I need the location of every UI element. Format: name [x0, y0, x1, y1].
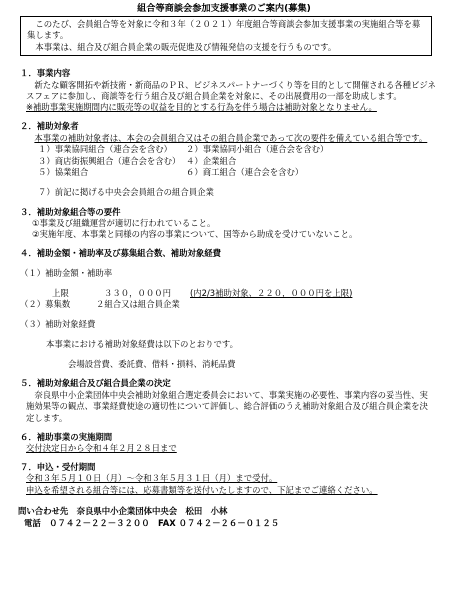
eligible-item: ５）協業組合	[38, 166, 89, 177]
recruit-value: ２組合又は組合員企業	[96, 299, 180, 310]
subsection-4-3: （３）補助対象経費	[20, 319, 96, 330]
section-3-heading: ３．補助対象組合等の要件	[20, 206, 121, 217]
requirement-2: ②実施年度、本事業と同様の内容の事業について、国等から助成を受けていないこと。	[32, 229, 358, 240]
section-5-text: 奈良県中小企業団体中央会補助対象組合選定委員会において、事業実施の必要性、事業内容の妥当性、実施効果等の観点、事業経費使途の適切性について評価し、総合評価のうえ補助対象組合及び組合員企業を決定します。	[26, 389, 428, 423]
section-5	[12, 378, 436, 424]
section-6-text: 交付決定日から令和４年２月２８日まで	[26, 443, 177, 453]
intro-box	[20, 16, 432, 56]
section-7-period: 令和３年５月１０日（月）～令和３年５月３１日（月）まで受付。	[26, 473, 278, 484]
eligible-item: ３）商店街振興組合（連合会を含む）	[38, 155, 181, 166]
section-6	[12, 432, 436, 455]
eligible-list	[12, 144, 436, 178]
phone-fax-line: 電話 ０７４２－２２－３２００ FAX ０７４２－２６－０１２５	[24, 517, 280, 528]
section-2	[12, 121, 436, 198]
amount-value: ３３０，０００円	[104, 287, 171, 298]
amount-label: 上限	[52, 287, 69, 298]
section-3	[12, 207, 436, 241]
eligible-item: ４）企業組合	[186, 155, 237, 166]
contact-block	[12, 506, 436, 529]
section-4	[12, 248, 436, 370]
section-2-text: 本事業の補助対象者は、本会の会員組合又はその組合員企業であって次の要件を備えている組合等です。	[34, 132, 428, 143]
section-7	[12, 462, 436, 496]
requirement-1: ①事業及び組織運営が適切に行われていること。	[32, 217, 216, 228]
eligible-item: １）事業協同組合（連合会を含む）	[38, 144, 172, 155]
section-1	[12, 68, 436, 114]
contact-line: 問い合わせ先 奈良県中小企業団体中央会 松田 小林	[18, 506, 228, 517]
section-7-text: 申込を希望される組合等には、応募書類等を送付いたしますので、下記までご連絡ください。	[26, 484, 378, 495]
expense-items: 会場設営費、委託費、借料・損料、消耗品費	[68, 358, 236, 369]
section-7-heading: ７．申込・受付期間	[20, 461, 96, 472]
section-4-heading: ４．補助金額・補助率及び募集組合数、補助対象経費	[20, 248, 221, 259]
recruit-label: （２）募集数	[20, 299, 71, 310]
eligible-item: ２）事業協同小組合（連合会を含む）	[186, 144, 329, 155]
section-6-heading: ６．補助事業の実施期間	[20, 431, 113, 442]
eligible-item: ７）前記に掲げる中央会会員組合の組合員企業	[38, 186, 214, 197]
expense-intro: 本事業における補助対象経費は以下のとおりです。	[46, 338, 238, 349]
subsection-4-1: （１）補助金額・補助率	[20, 268, 113, 279]
intro-paragraph-2: 本事業は、組合及び組合員企業の販売促進及び情報発信の支援を行うものです。	[35, 41, 337, 52]
section-5-heading: ５．補助対象組合及び組合員企業の決定	[20, 378, 171, 389]
amount-note: (内2/3補助対象、２２０，０００円を上限)	[190, 287, 353, 298]
intro-paragraph-1: このたび、会員組合等を対象に令和３年（２０２１）年度組合等商談会参加支援事業の実施組合等を募集します。	[27, 19, 421, 41]
page-title: 組合等商談会参加支援事業のご案内(募集)	[137, 3, 311, 14]
section-2-heading: ２．補助対象者	[20, 121, 79, 132]
section-1-text: 新たな顧客開拓や新技術・新商品のＰＲ、ビジネスパートナーづくり等を目的として開催される各種ビジネスフェアに参加し、商談等を行う組合及び組合員企業を対象に、その出展費用の一部を助成します。	[26, 79, 436, 102]
section-1-note: ※補助事業実施期間内に販売等の収益を目的とする行為を伴う場合は補助対象となりません。	[26, 102, 377, 113]
section-1-heading: １．事業内容	[20, 68, 71, 79]
eligible-item: ６）商工組合（連合会を含む）	[186, 166, 304, 177]
